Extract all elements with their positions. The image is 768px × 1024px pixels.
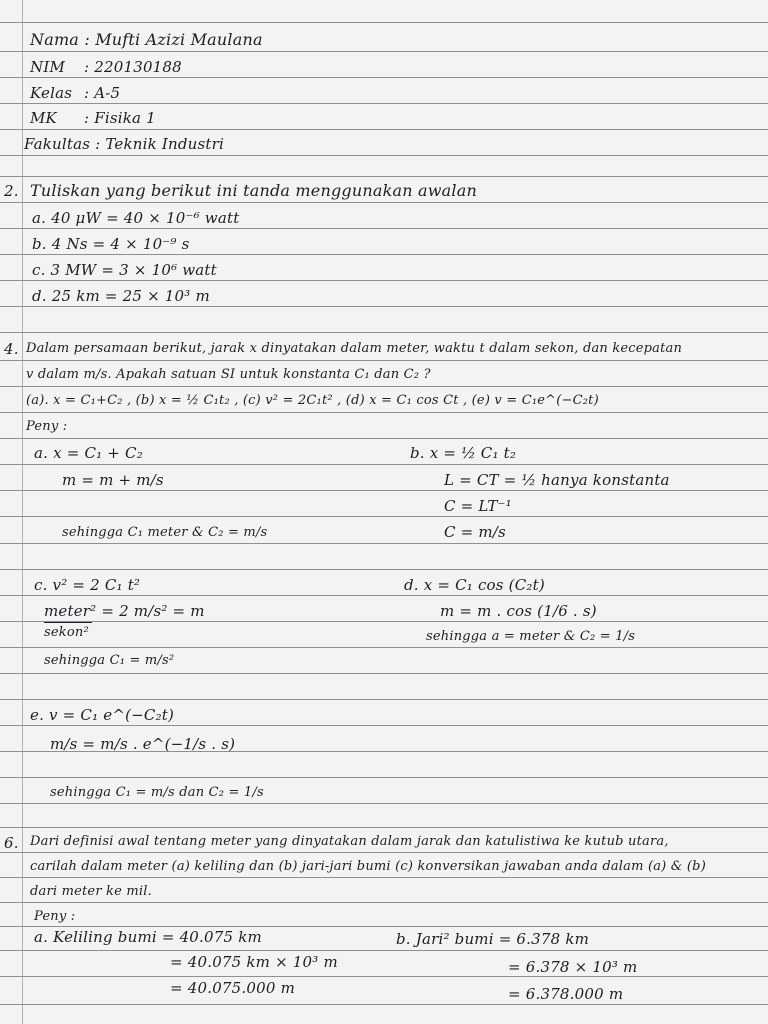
q6-peny: Peny : <box>34 909 76 924</box>
q2-number: 2. <box>4 182 19 200</box>
rule-line <box>0 647 768 648</box>
nim-value: : 220130188 <box>84 58 182 76</box>
q4-line2: v dalam m/s. Apakah satuan SI untuk konstanta C₁ dan C₂ ? <box>26 367 431 382</box>
kelas-label: Kelas <box>30 84 73 102</box>
rule-line <box>0 725 768 726</box>
q6a-line1: a. Keliling bumi = 40.075 km <box>34 928 262 946</box>
q4a-line3: sehingga C₁ meter & C₂ = m/s <box>62 525 268 540</box>
rule-line <box>0 103 768 104</box>
rule-line <box>0 490 768 491</box>
q4b-line2: L = CT = ½ hanya konstanta <box>444 471 670 489</box>
rule-line <box>0 569 768 570</box>
q4e-line3: sehingga C₁ = m/s dan C₂ = 1/s <box>50 785 264 800</box>
rule-line <box>0 852 768 853</box>
mk-value: : Fisika 1 <box>84 109 156 127</box>
rule-line <box>0 595 768 596</box>
q2-title: Tuliskan yang berikut ini tanda menggunakan awalan <box>30 181 477 200</box>
rule-line <box>0 464 768 465</box>
rule-line <box>0 950 768 951</box>
q4d-line2: m = m . cos (1/6 . s) <box>440 602 597 620</box>
mk-label: MK <box>30 109 57 127</box>
rule-line <box>0 673 768 674</box>
rule-line <box>0 902 768 903</box>
q6b-line3: = 6.378.000 m <box>508 985 624 1003</box>
rule-line <box>0 827 768 828</box>
rule-line <box>0 306 768 307</box>
fakultas: Fakultas : Teknik Industri <box>24 135 225 153</box>
rule-line <box>0 699 768 700</box>
q4b-line3: C = LT⁻¹ <box>444 497 512 515</box>
q4d-line3: sehingga a = meter & C₂ = 1/s <box>426 629 636 644</box>
q6-line3: dari meter ke mil. <box>30 884 152 899</box>
q6a-line2: = 40.075 km × 10³ m <box>170 953 338 971</box>
rule-line <box>0 332 768 333</box>
rule-line <box>0 254 768 255</box>
rule-line <box>0 360 768 361</box>
rule-line <box>0 976 768 977</box>
rule-line <box>0 228 768 229</box>
q4c-line2b: sekon² <box>44 625 89 640</box>
q6-line1: Dari definisi awal tentang meter yang dinyatakan dalam jarak dan katulistiwa ke kutub utara, <box>30 834 669 849</box>
q2-item-d: d. 25 km = 25 × 10³ m <box>32 287 210 305</box>
rule-line <box>0 202 768 203</box>
rule-line <box>0 176 768 177</box>
q4-peny: Peny : <box>26 419 68 434</box>
q4-line1: Dalam persamaan berikut, jarak x dinyatakan dalam meter, waktu t dalam sekon, dan kecepatan <box>26 341 683 356</box>
rule-line <box>0 803 768 804</box>
q4c-fraction-bar <box>44 622 92 623</box>
rule-line <box>0 22 768 23</box>
q4b-line4: C = m/s <box>444 523 506 541</box>
q6a-line3: = 40.075.000 m <box>170 979 296 997</box>
rule-line <box>0 155 768 156</box>
q4e-line2: m/s = m/s . e^(−1/s . s) <box>50 735 236 753</box>
rule-line <box>0 777 768 778</box>
rule-line <box>0 1004 768 1005</box>
q6b-line2: = 6.378 × 10³ m <box>508 958 638 976</box>
rule-line <box>0 51 768 52</box>
nim-label: NIM <box>30 58 66 76</box>
q4-number: 4. <box>4 340 19 358</box>
rule-line <box>0 543 768 544</box>
rule-line <box>0 129 768 130</box>
q4-line3: (a). x = C₁+C₂ , (b) x = ½ C₁t₂ , (c) v² = 2C₁t² , (d) x = C₁ cos Ct , (e) v = C₁e^(−C₂t) <box>26 393 599 408</box>
rule-line <box>0 926 768 927</box>
rule-line <box>0 280 768 281</box>
student-name: Nama : Mufti Azizi Maulana <box>30 30 263 49</box>
q4e-line1: e. v = C₁ e^(−C₂t) <box>30 706 175 724</box>
q6-number: 6. <box>4 834 19 852</box>
q4a-line1: a. x = C₁ + C₂ <box>34 444 143 462</box>
q2-item-c: c. 3 MW = 3 × 10⁶ watt <box>32 261 217 279</box>
q4d-line1: d. x = C₁ cos (C₂t) <box>404 576 545 594</box>
q4c-line1: c. v² = 2 C₁ t² <box>34 576 141 594</box>
q4b-line1: b. x = ½ C₁ t₂ <box>410 444 517 462</box>
rule-line <box>0 77 768 78</box>
q4c-line2: meter² = 2 m/s² = m <box>44 602 205 620</box>
q6b-line1: b. Jari² bumi = 6.378 km <box>396 930 590 948</box>
kelas-value: : A-5 <box>84 84 121 102</box>
rule-line <box>0 516 768 517</box>
rule-line <box>0 621 768 622</box>
q2-item-b: b. 4 Ns = 4 × 10⁻⁹ s <box>32 235 190 253</box>
rule-line <box>0 386 768 387</box>
margin-line <box>22 0 23 1024</box>
q4c-line3: sehingga C₁ = m/s² <box>44 653 175 668</box>
rule-line <box>0 877 768 878</box>
q4a-line2: m = m + m/s <box>62 471 164 489</box>
q6-line2: carilah dalam meter (a) keliling dan (b) jari-jari bumi (c) konversikan jawaban anda dalam (a) & (b) <box>30 859 706 874</box>
rule-line <box>0 412 768 413</box>
rule-line <box>0 438 768 439</box>
q2-item-a: a. 40 μW = 40 × 10⁻⁶ watt <box>32 209 240 227</box>
